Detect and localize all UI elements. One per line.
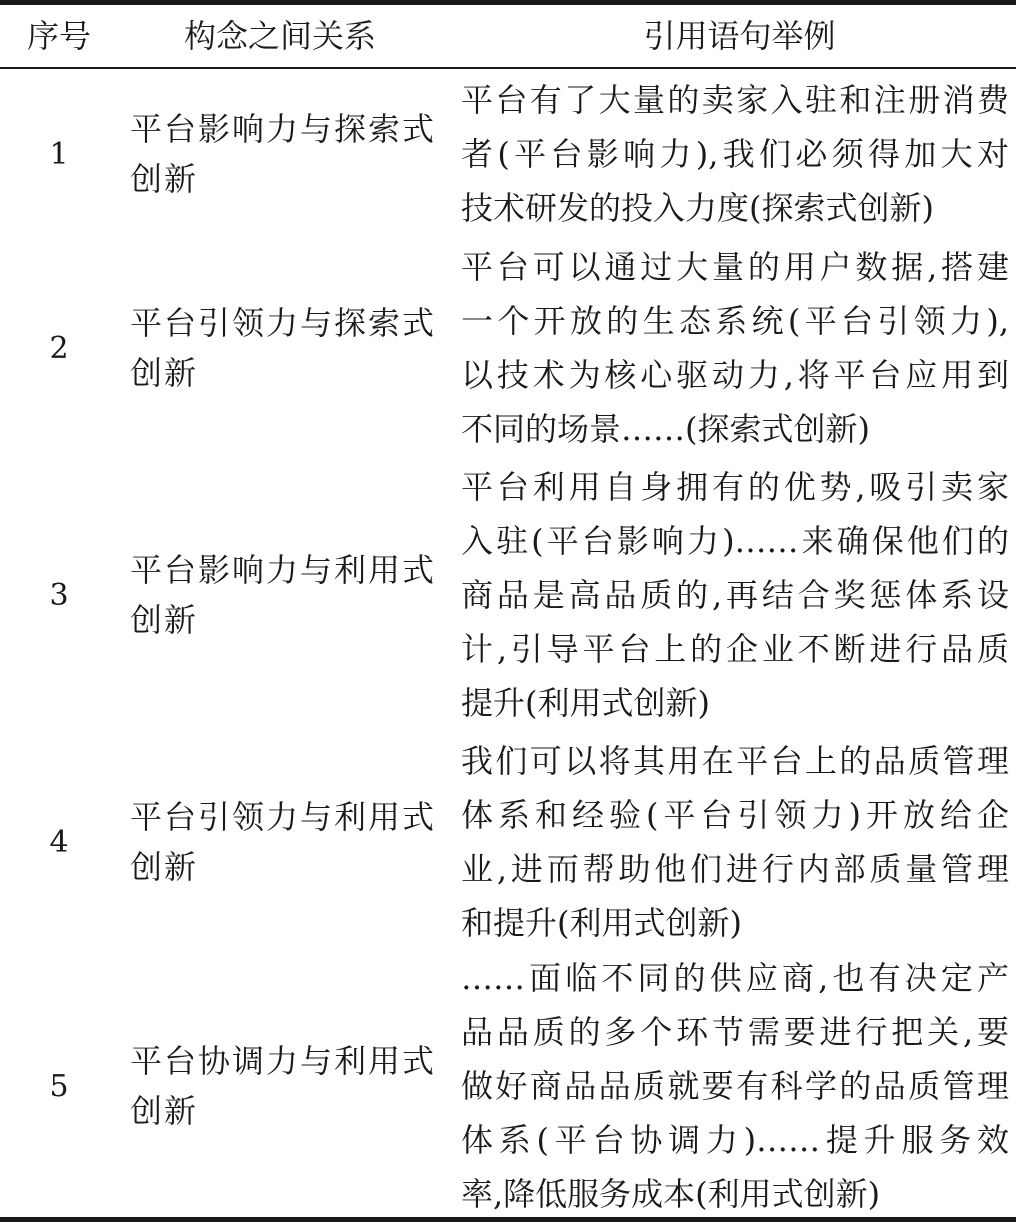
row-seq: 5 — [49, 1068, 69, 1104]
table-row — [0, 955, 1016, 1217]
quote-line: 入驻(平台影响力)……来确保他们的 — [461, 522, 1009, 560]
header-relation: 构念之间关系 — [184, 17, 377, 55]
row-relation — [130, 243, 460, 453]
quote-line: 者(平台影响力),我们必须得加大对 — [461, 135, 1009, 173]
quote-line: 体系和经验(平台引领力)开放给企 — [461, 796, 1009, 834]
relation-line: 创新 — [130, 848, 199, 886]
row-relation — [130, 737, 460, 947]
row-seq: 3 — [49, 577, 69, 613]
row-seq: 1 — [49, 136, 69, 172]
quote-line: 商品是高品质的,再结合奖惩体系设 — [461, 576, 1009, 614]
row-quote — [461, 75, 1009, 233]
relation-line: 平台影响力与探索式 — [130, 110, 437, 148]
quote-line: 不同的场景……(探索式创新) — [461, 410, 870, 448]
quote-line: 技术研发的投入力度(探索式创新) — [461, 189, 934, 227]
row-quote — [461, 955, 1009, 1217]
row-quote — [461, 243, 1009, 453]
table-row — [0, 463, 1016, 727]
relation-line: 平台引领力与探索式 — [130, 304, 437, 342]
quote-line: 提升(利用式创新) — [461, 684, 710, 722]
table-header-rule — [0, 67, 1016, 69]
row-quote — [461, 737, 1009, 947]
quote-line: 做好商品品质就要有科学的品质管理 — [461, 1067, 1009, 1105]
table-bottom-rule — [0, 1217, 1016, 1222]
row-relation — [130, 75, 460, 233]
quote-line: 以技术为核心驱动力,将平台应用到 — [461, 356, 1009, 394]
quote-line: 体系(平台协调力)……提升服务效 — [461, 1121, 1009, 1159]
quote-line: 我们可以将其用在平台上的品质管理 — [461, 742, 1009, 780]
header-quote: 引用语句举例 — [643, 17, 836, 55]
relation-line: 平台影响力与利用式 — [130, 551, 437, 589]
quote-line: 平台有了大量的卖家入驻和注册消费 — [461, 81, 1009, 119]
relation-line: 创新 — [130, 160, 199, 198]
quote-line: 平台利用自身拥有的优势,吸引卖家 — [461, 468, 1009, 506]
table-row — [0, 737, 1016, 947]
quote-line: 平台可以通过大量的用户数据,搭建 — [461, 248, 1009, 286]
quote-line: 计,引导平台上的企业不断进行品质 — [461, 630, 1009, 668]
relation-line: 平台协调力与利用式 — [130, 1042, 437, 1080]
quote-line: 业,进而帮助他们进行内部质量管理 — [461, 850, 1009, 888]
quote-line: 一个开放的生态系统(平台引领力), — [461, 302, 1009, 340]
row-seq: 4 — [49, 824, 69, 860]
header-seq: 序号 — [26, 17, 91, 55]
relation-line: 创新 — [130, 1092, 199, 1130]
relation-line: 平台引领力与利用式 — [130, 798, 437, 836]
quote-line: 率,降低服务成本(利用式创新) — [461, 1175, 881, 1213]
quote-line: 品品质的多个环节需要进行把关,要 — [461, 1013, 1009, 1051]
row-seq: 2 — [49, 330, 69, 366]
row-relation — [130, 463, 460, 727]
table-row — [0, 243, 1016, 453]
quote-line: ……面临不同的供应商,也有决定产 — [461, 959, 1009, 997]
table-header — [0, 5, 1016, 67]
table-row — [0, 75, 1016, 233]
row-quote — [461, 463, 1009, 727]
quote-line: 和提升(利用式创新) — [461, 904, 742, 942]
row-relation — [130, 955, 460, 1217]
relation-line: 创新 — [130, 601, 199, 639]
relation-line: 创新 — [130, 354, 199, 392]
